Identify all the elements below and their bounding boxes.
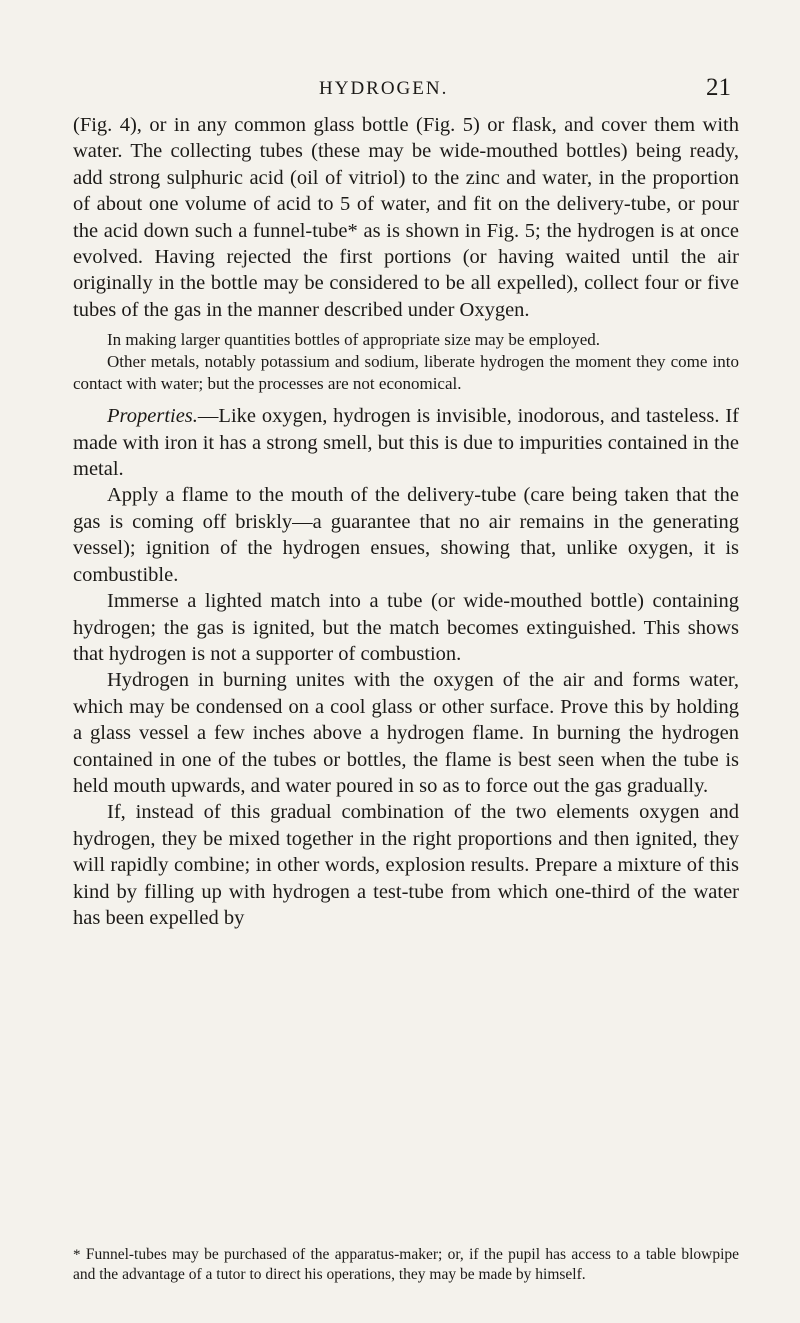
footnote-mark: * — [73, 1247, 81, 1263]
properties-heading: Properties. — [107, 405, 198, 428]
paragraph-properties — [73, 403, 739, 482]
paragraph-flame-test: Apply a flame to the mouth of the delivery-tube (care being taken that the gas is coming off briskly—a guarantee that no air remains in the generating vessel); ignition of the hydrogen ensues, showing that, unlike oxygen, it is combustible. — [73, 484, 739, 586]
paragraph-larger-quantities: In making larger quantities bottles of appropriate size may be employed. — [107, 330, 601, 350]
page-number: 21 — [706, 74, 731, 101]
paragraph-preparation: (Fig. 4), or in any common glass bottle (Fig. 5) or flask, and cover them with water. The collecting tubes (these may be wide-mouthed bottles) being ready, add strong sulphuric acid (oil of vitriol) to the zinc and water, in the proportion of about one volume of acid to 5 of water, and fit on the delivery-tube, or pour the acid down such a funnel-tube* as is shown in Fig. 5; the hydrogen is at once evolved. Having rejected the first portions (or having waited until the air originally in the bottle may be considered to be all expelled), collect four or five tubes of the gas in the manner described under Oxygen. — [73, 114, 739, 321]
footnote — [73, 1245, 739, 1284]
running-title: HYDROGEN. — [319, 78, 449, 99]
paragraph-burning: Hydrogen in burning unites with the oxygen of the air and forms water, which may be condensed on a cool glass or other surface. Prove this by holding a glass vessel a few inches above a hydrogen flame. In burning the hydrogen contained in one of the tubes or bottles, the flame is best seen when the tube is held mouth upwards, and water poured in so as to force out the gas gradually. — [73, 669, 739, 797]
paragraph-explosion: If, instead of this gradual combination of the two elements oxygen and hydrogen, they be mixed together in the right proportions and then ignited, they will rapidly combine; in other words, explosion results. Prepare a mixture of this kind by filling up with hydrogen a test-tube from which one-third of the water has been expelled by — [73, 801, 739, 929]
properties-text: —Like oxygen, hydrogen is invisible, inodorous, and tasteless. If made with iron it has a strong smell, but this is due to impurities contained in the metal. — [73, 405, 739, 481]
footnote-text: Funnel-tubes may be purchased of the apparatus-maker; or, if the pupil has access to a table blowpipe and the advantage of a tutor to direct his operations, they may be made by himself. — [73, 1246, 739, 1283]
page-header — [0, 74, 800, 102]
paragraph-match-test: Immerse a lighted match into a tube (or wide-mouthed bottle) containing hydrogen; the gas is ignited, but the match becomes extinguished. This shows that hydrogen is not a supporter of combustion. — [73, 590, 739, 665]
body-text — [73, 112, 739, 931]
paragraph-other-metals: Other metals, notably potassium and sodium, liberate hydrogen the moment they come into contact with water; but the processes are not economical. — [73, 352, 739, 394]
